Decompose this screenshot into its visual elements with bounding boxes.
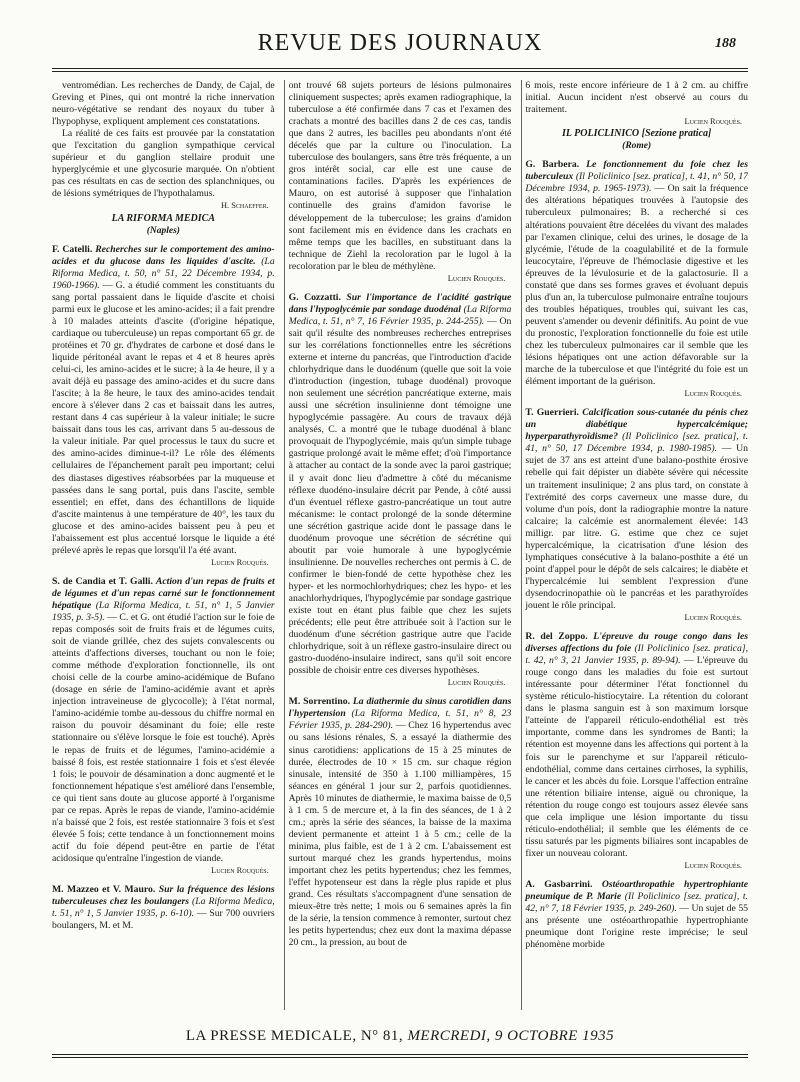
header-rule: [52, 68, 748, 69]
article-candia-galli: [52, 576, 275, 877]
article-body: — Sur 700 ouvriers boulangers, M. et M.: [52, 908, 275, 932]
article-body: — Un sujet de 55 ans présente une ostéoarthropathie hypertrophiante pneumique dont l'origine reste imprécise; le seul phénomène morbide: [525, 903, 749, 951]
article-author: T. Guerrieri.: [525, 407, 579, 419]
article-title: Action d'un repas de fruits et de légumes et d'un repas carné sur le fonctionnement hépatique: [52, 575, 275, 611]
article-citation: (La Riforma Medica, t. 50, n° 51, 22 Décembre 1934, p. 1960-1966).: [52, 255, 275, 291]
article-citation: (La Riforma Medica, t. 51, n° 7, 16 Février 1935, p. 244-255).: [288, 303, 512, 327]
signature: Lucien Rouquès.: [447, 678, 506, 688]
article-gasbarrini: [525, 879, 748, 951]
article-author: S. de Candia et T. Galli.: [52, 575, 153, 587]
article-del-zoppo: [525, 631, 748, 872]
article-barbera: [525, 159, 748, 400]
paragraph: 6 mois, reste encore inférieure de 1 à 2 cm. au chiffre initial. Aucun incident n'est observé au cours du traitement.: [525, 80, 749, 116]
article-sorrentino: [289, 696, 512, 949]
article-guerrieri: [525, 407, 748, 624]
article-citation: (Il Policlinico [sez. pratica], t. 41, n° 50, 17 Décembre 1934, p. 1980-1985).: [525, 431, 749, 455]
article-author: G. Barbera.: [525, 159, 580, 171]
journal-city: (Rome): [622, 141, 652, 152]
signature: Lucien Rouquès.: [684, 613, 743, 623]
column-2: [289, 80, 512, 1010]
footer-journal: LA PRESSE MEDICALE, N° 81,: [185, 1028, 404, 1044]
article-citation: (Il Policlinico [sez. pratica], t. 42, n° 7, 18 Février 1935, p. 249-260).: [525, 891, 749, 915]
article-body: — Un sujet de 37 ans est atteint d'une balano-posthite érosive rebelle qui fait dépister un diabète sévère qui nécessite un traitement insulinique; 2 ans plus tard, on constate à l'extrémité des corps caverneux une masse dure, du volume d'un pois, dont la radiographie montre la nature calcaire; la calcémie est anormalement élevée: 143 milligr. par litre. G. estime que chez ce sujet hypercalcémique, la cicatrisation d'une lésion des lymphatiques consécutive à la balano-posthite a été un point d'appel pour le dépôt de sels calcaires; le diabète et l'hypercalcémie lui semblent l'expression d'une dysendocrinopathie où le pancréas et les parathyroïdes jouent le rôle principal.: [525, 443, 749, 611]
journal-city: (Naples): [146, 225, 180, 236]
article-mazzeo-mauro: [52, 884, 275, 932]
column-3: [525, 80, 748, 1010]
article-citation: (La Riforma Medica, t. 51, n° 8, 23 Février 1935, p. 284-290).: [288, 708, 512, 732]
article-body: — On sait qu'il résulte des nombreuses recherches entreprises sur les corrélations fonctionnelles entre les sécrétions externe et interne du pancréas, que l'introduction d'acide chlorhydrique dans le duodénum (quelle que soit la voie d'introduction (ingestion, tubage duodénal) provoque non seulement une sécrétion pancréatique externe, mais aussi une sécrétion insulinienne dont témoigne une hypoglycémie passagère. Au cours de travaux déjà analysés, C. a montré que le tubage duodénal à blanc provoquait de l'hypoglycémie, mais qu'un simple tubage gastrique prolongé avait le même effet; d'où l'importance à attacher au contact de la sonde avec la paroi gastrique; il y avait donc lieu d'admettre à côté du mécanisme réflexe duodéno-insulaire décrit par Pende, à côté aussi d'un éventuel réflexe gastro-pancréatique un tout autre mécanisme: le contact prolongé de la sonde détermine une sécrétion gastrique acide dont le passage dans le duodénum provoque une sécrétion de sécrétine qui aboutit par voie humorale à une hypoglycémie insulinienne. De nouvelles recherches ont permis à C. de confirmer le bien-fondé de cette hypothèse chez les hyper- et les normochlorhydriques; chez les hypo- et les anachlorhydriques, l'hypoglycémie par sondage gastrique existe tout en étant plus faible que chez les sujets précédents; elle peut être attribuée soit à l'action sur le duodénum d'une sécrétion gastrique autre que l'acide chlorhydrique, soit à un réflexe gastro-insulaire direct ou gastro-duodéno-insulaire indirect, sans qu'il soit encore possible de choisir entre ces diverses hypothèses.: [288, 315, 512, 677]
article-title: La diathermie du sinus carotidien dans l'hypertension: [288, 696, 512, 720]
article-body: — G. a étudié comment les constituants du sang portal passaient dans le liquide d'ascite et choisi parmi eux le glucose et les amino-acides; il a fait prendre à 10 malades atteints d'ascite (d'origine hépatique, cardiaque ou tuberculeuse) un repas comportant 65 gr. de protéines et 70 gr. d'hydrates de carbone et dosé dans le liquide péritonéal avant le repas et 4 et 8 heures après celui-ci, les amino-acides et le sucre; à la 4e heure, il y a avait déjà eu passage des amino-acides et du sucre dans l'ascite; à la 8e heure, le taux des amino-acides tendait encore à s'élever dans 2 cas et baissait dans les autres, restant dans 4 cas supérieur à la valeur initiale; le sucre baissait dans tous les cas, arrivant dans 5 au-dessous de la valeur initiale. Par quel processus le taux du sucre et des amino-acides diminue-t-il? Le rôle des éléments cellulaires de l'épanchement paraît peu important; celui des diastases digestives réabsorbées par la muqueuse et passées dans le sang portal, puis dans l'ascite, semble essentiel; en effet, dans des échantillons de liquide d'ascite maintenus à une température de 40°, les taux du glucose et des amino-acides baissent peu à peu et l'abaissement est plus accentué lorsque le liquide a été prélevé après le repas que lorsqu'il l'a été avant.: [52, 279, 275, 556]
journal-section-title: IL POLICLINICO [Sezione pratica]: [562, 128, 712, 140]
running-head: REVUE DES JOURNAUX: [257, 30, 543, 56]
signature: Lucien Rouquès.: [684, 117, 743, 127]
article-author: F. Catelli.: [52, 243, 93, 255]
signature: Lucien Rouquès.: [211, 557, 269, 567]
article-citation: (La Riforma Medica, t. 51, n° 1, 5 Janvier 1935, p. 3-5).: [52, 599, 275, 624]
article-author: M. Mazzeo et V. Mauro.: [52, 884, 156, 896]
paragraph: ventromédian. Les recherches de Dandy, de Cajal, de Greving et Pines, qui ont montré la riche innervation neuro-végétative se rendant des noyaux du tuber à l'hypophyse, expliquent amplement ces constatations.: [52, 80, 275, 128]
article-title: Sur l'importance de l'acidité gastrique dans l'hypoglycémie par sondage duodénal: [288, 291, 512, 315]
page-header: [52, 30, 748, 64]
signature: Lucien Rouquès.: [684, 389, 743, 399]
article-citation: (Il Policlinico [sez. pratica], t. 42, n° 3, 21 Janvier 1935, p. 89-94).: [525, 643, 749, 667]
article-citation: (Il Policlinico [sez. pratica], t. 41, n° 50, 17 Décembre 1934, p. 1965-1973).: [525, 171, 749, 195]
signature: H. Schaeffer.: [221, 201, 269, 211]
signature: Lucien Rouquès.: [684, 860, 743, 870]
article-body: — Chez 16 hypertendus avec ou sans lésions rénales, S. a essayé la diathermie des sinus carotidiens: applications de 15 à 25 minutes de durée, électrodes de 10 × 15 cm. sur chaque région sinusale, intensité de 350 à 1.100 milliampères, 15 séances en général 1 jour sur 2, parfois quotidiennes. Après 10 minutes de diathermie, le maxima baisse de 0,5 à 1 cm. 5 de mercure et, à la fin des séances, de 1 à 2 cm.; après la série des séances, la baisse de la maxima devient permanente et atteint 1 à 5 cm.; celle de la minima, plus faible, est de 1 à 2 cm. L'abaissement est surtout marqué chez les grands hypertendus, moins important chez les petits hypertendus; chez les femmes, l'effet hypotenseur est dans la règle plus rapide et plus grand. Ces résultats s'accompagnent d'une sensation de mieux-être très nette; 1 mois ou 6 semaines après la fin de la série, la tension commence à remonter, surtout chez les petits hypertendus; chez eux dont la maxima dépasse 20 cm., la pression, au bout de: [288, 720, 512, 949]
article-author: R. del Zoppo.: [525, 631, 588, 643]
signature: Lucien Rouquès.: [211, 866, 269, 875]
article-body: — C. et G. ont étudié l'action sur le foie de repas composés soit de fruits frais et de légumes cuits, soit de viande grillée, chez des sujets convalescents ou atteints d'affections diverses, touchant ou non le foie; comme méthode d'exploration fonctionnelle, ils ont choisi celle de la courbe amino-acidémique de Bufano (dosage en série de l'amino-acidémie avant et après injection intraveineuse de glycocolle); à l'état normal, l'amino-acidémie tombe au-dessous du chiffre normal en raison du pouvoir désaminant du foie; elle reste stationnaire ou s'élève lorsque le foie est touché). Après le repas de fruits et de légumes, l'amino-acidémie a baissé 8 fois, est restée stationnaire 1 fois et s'est élevée 1 fois; le pouvoir de désamination a donc augmenté et le fonctionnement hépatique s'est amélioré dans l'ensemble, ce qui tient sans doute au glucose apporté à l'organisme par ce repas. Après le repas de viande, l'amino-acidémie n'a baissé que 2 fois, est restée stationnaire 3 fois et s'est élevée 5 fois; cette tendance à un fonctionnement moins actif du foie dépend peut-être en partie de l'état acidosique qu'entraîne l'ingestion de viande.: [52, 612, 275, 864]
page-footer: [52, 1028, 748, 1045]
article-cozzatti: [289, 292, 512, 690]
header-rule-double: [52, 71, 748, 72]
article-catelli: [52, 244, 275, 569]
journal-section-title: LA RIFORMA MEDICA: [111, 212, 216, 224]
footer-date: MERCREDI, 9 OCTOBRE 1935: [407, 1028, 615, 1044]
article-author: A. Gasbarrini.: [525, 879, 593, 890]
article-title: Le fonctionnement du foie chez les tuberculeux: [525, 159, 749, 183]
signature: Lucien Rouquès.: [447, 273, 506, 283]
article-body: — On sait la fréquence des altérations hépatiques trouvées à l'autopsie des tuberculeux pulmonaires; B. a recherché si ces altérations pouvaient être décelées du vivant des malades par l'examen clinique, celui des urines, le dosage de la glycémie, l'étude de la coagulabilité et de la formule leucocytaire, l'épreuve de l'hémoclasie digestive et les épreuves de la lévulosurie et de la galactosurie. Il a constaté que dans ses formes graves et évoluant depuis plus d'un an, la tuberculose pulmonaire entraîne toujours des troubles hépatiques, troubles qui, suivant les cas, peuvent s'amender ou devenir définitifs. Au point de vue du pronostic, l'exploration fonctionnelle du foie est utile chez les tuberculeux pulmonaires car il semble que les lésions hépatiques ont une action défavorable sur la marche de la tuberculose et que l'intégrité du foie est un élément important de la guérison.: [525, 183, 749, 388]
article-columns: [52, 80, 748, 1010]
article-author: G. Cozzatti.: [288, 291, 341, 303]
article-body: — L'épreuve du rouge congo dans les maladies du foie est surtout intéressante pour déterminer l'état fonctionnel du système réticulo-histiocytaire. La rétention du colorant dans le plasma sanguin est à son maximum lorsque l'atteinte de l'appareil réticulo-endothélial est très importante, comme dans les syndromes de Banti; la rétention est moyenne dans les affections qui portent à la fois sur le parenchyme et sur l'appareil réticulo-endothélial, comme dans certaines cirrhoses, la syphilis, le cancer et les abcès du foie. Lorsque l'affection entraîne une rétention biliaire intense, aiguë ou chronique, la rétention du rouge congo est toujours assez élevée sans que cela implique une lésion importante du tissu réticulo-endothélial; il semble que les éléments de ce tissu saturés par les pigments biliaires sont incapables de fixer un nouveau colorant.: [525, 655, 749, 859]
page-number: 188: [715, 36, 736, 51]
article-title: L'épreuve du rouge congo dans les diverses affections du foie: [525, 631, 749, 655]
column-1: [52, 80, 275, 1010]
article-author: M. Sorrentino.: [288, 696, 350, 708]
article-title: Recherches sur le comportement des amino-acides et du glucose dans les liquides d'ascite.: [52, 243, 275, 267]
footer-rule-double: [52, 1057, 748, 1058]
paragraph: ont trouvé 68 sujets porteurs de lésions pulmonaires cliniquement suspectes; après examen radiographique, la tuberculose a été confirmée dans 7 cas et l'examen des crachats a montré des bacilles dans 2 de ces cas, tandis que dans 2 autres, les bacilles peu abondants n'ont été décelés que par la culture ou l'inoculation. La tuberculose des boulangers, sans être très fréquente, a un gros intérêt social, car elle est une cause de contaminations faciles. D'après les expériences de Mauro, on est autorisé à supposer que l'inhalation continuelle des grains d'amidon favorise le développement de la tuberculose; les grains d'amidon sont facilement mis en évidence dans les crachats en même temps que les bacilles, en substituant dans la technique de Ziehl la recoloration par le lugol à la recoloration par le bleu de méthylène.: [288, 80, 512, 272]
article-citation: (La Riforma Medica, t. 51, n° 1, 5 Janvier 1935, p. 6-10).: [52, 896, 275, 920]
paragraph: La réalité de ces faits est prouvée par la constatation que l'excitation du ganglion sympathique cervical supérieur et du ganglion stellaire produit une hyperglycémie et une glycosurie marquée. On n'obtient pas ces résultats en cas de section des splanchniques, ou de lésions symétriques de l'hypothalamus.: [52, 128, 275, 200]
article-title: Ostéoarthropathie hypertrophiante pneumique de P. Marie: [525, 879, 749, 903]
footer-rule: [52, 1054, 748, 1055]
article-title: Calcification sous-cutanée du pénis chez un diabétique hypercalcémique; hyperparathyroïdisme?: [525, 407, 749, 443]
article-title: Sur la fréquence des lésions tuberculeuses chez les boulangers: [52, 884, 275, 908]
